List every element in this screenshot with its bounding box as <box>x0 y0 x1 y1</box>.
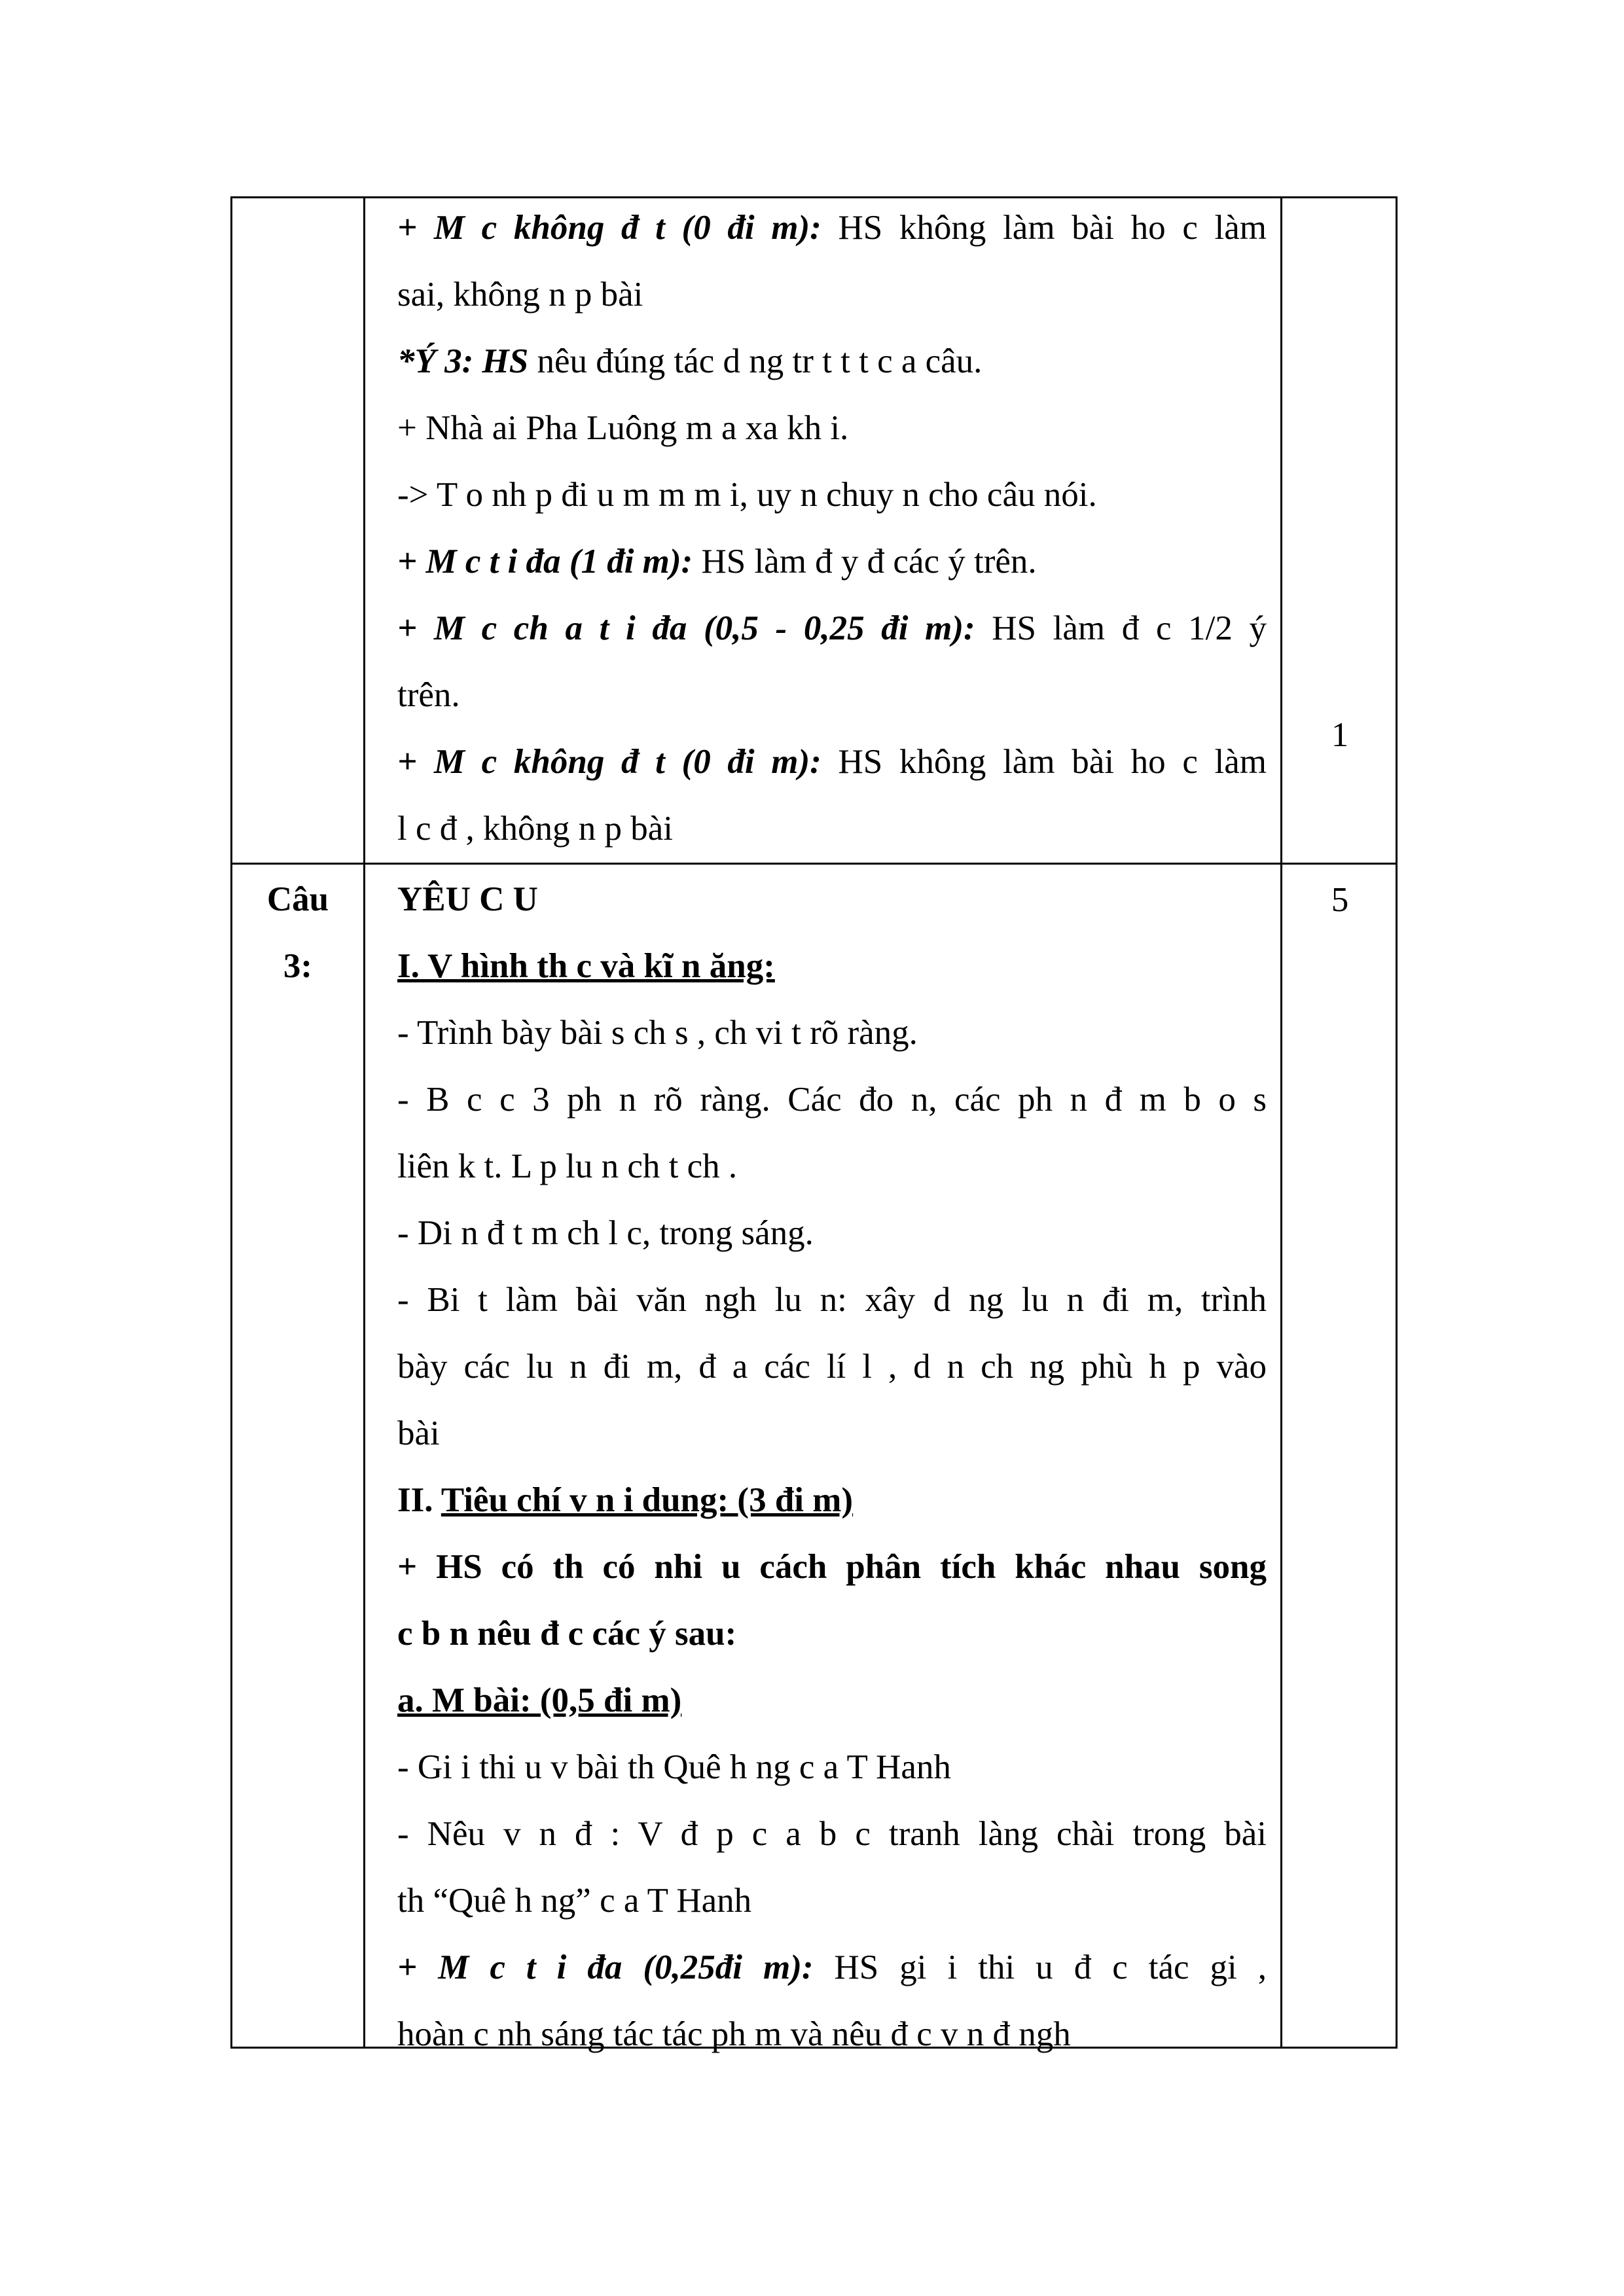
opening-line: - Nêu v n đ : V đ p c a b c tranh làng chài trong bài <box>397 1815 1267 1853</box>
row1-line: + M c không đ t (0 đi m): HS không làm bài ho c làm <box>397 743 1267 781</box>
opening-max-score: + M c t i đa (0,25đi m): HS gi i thi u đ c tác gi , <box>397 1948 1267 1986</box>
criteria-line: liên k t. L p lu n ch t ch . <box>397 1147 738 1185</box>
row1-line: + Nhà ai Pha Luông m a xa kh i. <box>397 409 849 447</box>
criteria-line: - B c c 3 ph n rõ ràng. Các đo n, các ph n đ m b o s <box>397 1081 1267 1119</box>
content-line: + HS có th có nhi u cách phân tích khác nhau song <box>397 1548 1267 1586</box>
row1-line: + M c không đ t (0 đi m): HS không làm bài ho c làm <box>397 209 1267 247</box>
criteria-line: - Di n đ t m ch l c, trong sáng. <box>397 1214 814 1252</box>
question-number: 3: <box>283 947 313 985</box>
row1-line: *Ý 3: HS nêu đúng tác d ng tr t t t c a câu. <box>397 342 983 380</box>
row2-content <box>380 866 1282 2068</box>
column-divider <box>363 198 365 2047</box>
row1-line: trên. <box>397 676 460 714</box>
opening-line: - Gi i thi u v bài th Quê h ng c a T Hanh <box>397 1748 951 1786</box>
question-label: Câu <box>266 880 329 918</box>
row1-content <box>380 194 1282 862</box>
criteria-line: - Bi t làm bài văn ngh lu n: xây d ng lu n đi m, trình <box>397 1281 1267 1319</box>
section-form-skills: I. V hình th c và kĩ n ăng: <box>397 947 775 985</box>
row1-score: 1 <box>1331 716 1349 754</box>
grading-table <box>230 196 1398 2053</box>
row2-score: 5 <box>1331 881 1349 919</box>
row-divider <box>232 863 1396 865</box>
criteria-line: - Trình bày bài s ch s , ch vi t rõ ràng. <box>397 1014 918 1052</box>
requirements-heading: YÊU C U <box>397 880 538 918</box>
content-line: c b n nêu đ c các ý sau: <box>397 1615 737 1653</box>
criteria-line: bày các lu n đi m, đ a các lí l , d n ch ng phù h p vào <box>397 1348 1267 1386</box>
row1-line: + M c ch a t i đa (0,5 - 0,25 đi m): HS làm đ c 1/2 ý <box>397 609 1267 647</box>
section-content-criteria: II. Tiêu chí v n i dung: (3 đi m) <box>397 1481 854 1519</box>
opening-line: th “Quê h ng” c a T Hanh <box>397 1882 752 1920</box>
row1-line: sai, không n p bài <box>397 276 643 314</box>
row1-line: + M c t i đa (1 đi m): HS làm đ y đ các ý trên. <box>397 543 1037 581</box>
row1-line: -> T o nh p đi u m m m i, uy n chuy n cho câu nói. <box>397 476 1097 514</box>
row1-line: l c đ , không n p bài <box>397 810 673 848</box>
criteria-line: bài <box>397 1414 440 1452</box>
section-opening: a. M bài: (0,5 đi m) <box>397 1681 682 1719</box>
opening-line: hoàn c nh sáng tác tác ph m và nêu đ c v n đ ngh <box>397 2015 1071 2053</box>
